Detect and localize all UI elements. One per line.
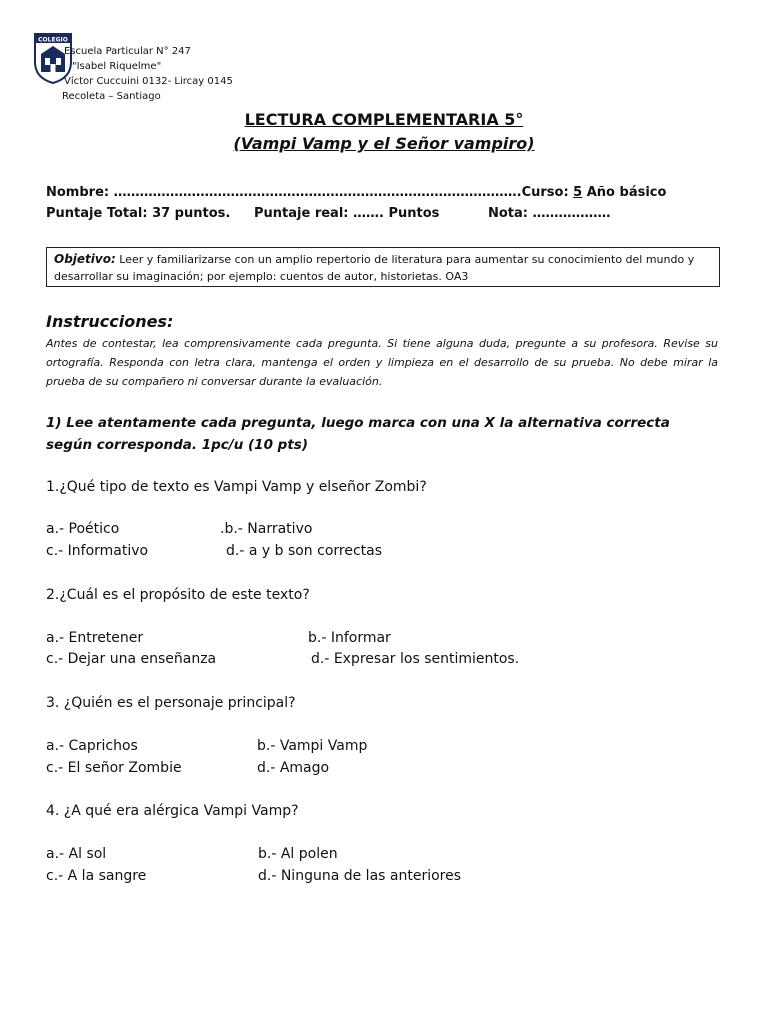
q2-option-d: d.- Expresar los sentimientos. <box>311 651 520 667</box>
objective-text: Leer y familiarizarse con un amplio repertorio de literatura para aumentar su conocimiento del mundo y desarrollar su imaginación; por ejemplo: cuentos de autor, historietas. OA3 <box>54 253 695 283</box>
school-name: Escuela Particular N° 247 <box>64 46 191 57</box>
school-city: Recoleta – Santiago <box>62 91 161 102</box>
curso-value: 5 <box>573 185 583 200</box>
puntaje-total: Puntaje Total: 37 puntos. <box>46 206 231 221</box>
page-subtitle: (Vampi Vamp y el Señor vampiro) <box>233 134 535 153</box>
objective-label: Objetivo: <box>54 252 116 266</box>
curso-label: Curso: <box>521 185 574 200</box>
logo-text: COLEGIO <box>38 36 68 44</box>
puntaje-real: Puntaje real: ……. Puntos <box>254 206 440 221</box>
q2-option-b: b.- Informar <box>308 630 391 646</box>
nombre-label: Nombre: …………………………………………………………………………………. <box>46 185 522 200</box>
q2-option-c: c.- Dejar una enseñanza <box>46 651 217 667</box>
objective-box <box>46 247 720 287</box>
q1-option-a: a.- Poético <box>46 521 120 537</box>
question-1: 1.¿Qué tipo de texto es Vampi Vamp y elseñor Zombi? <box>46 479 427 495</box>
q1-option-d: d.- a y b son correctas <box>226 543 383 559</box>
q3-option-b: b.- Vampi Vamp <box>257 738 368 754</box>
student-name-field <box>46 184 666 202</box>
q3-option-c: c.- El señor Zombie <box>46 760 182 776</box>
q1-option-c: c.- Informativo <box>46 543 149 559</box>
school-quote-name: "Isabel Riquelme" <box>72 61 162 72</box>
q4-option-c: c.- A la sangre <box>46 868 147 884</box>
q1-option-b: .b.- Narrativo <box>220 521 313 537</box>
question-2: 2.¿Cuál es el propósito de este texto? <box>46 587 310 603</box>
section-1-heading: 1) Lee atentamente cada pregunta, luego marca con una X la alternativa correcta según corresponda. 1pc/u (10 pts) <box>46 415 670 453</box>
q3-option-d: d.- Amago <box>257 760 330 776</box>
question-4: 4. ¿A qué era alérgica Vampi Vamp? <box>46 803 299 819</box>
q4-option-a: a.- Al sol <box>46 846 107 862</box>
curso-suffix: Año básico <box>582 185 667 200</box>
q3-option-a: a.- Caprichos <box>46 738 138 754</box>
instructions-text: Antes de contestar, lea comprensivamente cada pregunta. Si tiene alguna duda, pregunte a su profesora. Revise su ortografía. Responda con letra clara, mantenga el orden y limpieza en el desarrollo de su prueba. No debe mirar la prueba de su compañero ni conversar durante la evaluación. <box>46 337 718 388</box>
q4-option-b: b.- Al polen <box>258 846 338 862</box>
page-title: LECTURA COMPLEMENTARIA 5° <box>244 110 524 129</box>
question-3: 3. ¿Quién es el personaje principal? <box>46 695 296 711</box>
instructions-heading: Instrucciones: <box>46 312 174 331</box>
nota-field: Nota: ……………… <box>488 206 611 221</box>
q4-option-d: d.- Ninguna de las anteriores <box>258 868 462 884</box>
school-address: Víctor Cuccuini 0132- Lircay 0145 <box>64 76 233 87</box>
q2-option-a: a.- Entretener <box>46 630 144 646</box>
